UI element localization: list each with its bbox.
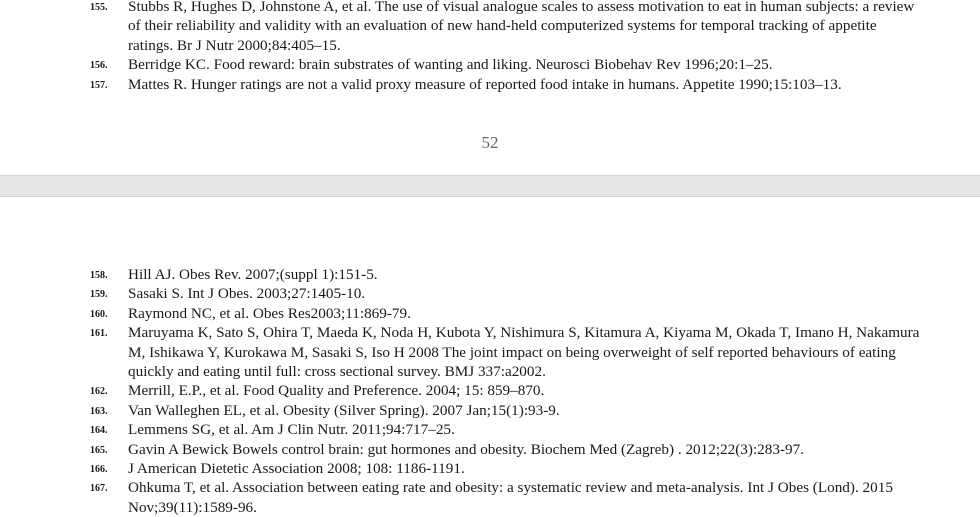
reference-text: Hill AJ. Obes Rev. 2007;(suppl 1):151-5.: [128, 266, 378, 283]
reference-item: [90, 440, 920, 459]
reference-text: J American Dietetic Association 2008; 108: 1186-1191.: [128, 460, 465, 478]
document-page-top: [0, 0, 980, 175]
reference-item: [90, 304, 920, 323]
reference-item: [90, 0, 920, 55]
reference-text: Ohkuma T, et al. Association between eating rate and obesity: a systematic review and meta-analysis. Int J Obes (Lond). 2015 Nov;39(11):1589-96.: [128, 479, 893, 516]
page-number: 52: [481, 133, 499, 152]
reference-item: [90, 459, 920, 478]
reference-number: 162.: [90, 386, 108, 398]
reference-number: 155.: [90, 2, 108, 13]
reference-item: [90, 75, 920, 94]
reference-text: Berridge KC. Food reward: brain substrates of wanting and liking. Neurosci Biobehav Rev 1996;20:1–25.: [128, 56, 773, 74]
reference-number: 157.: [90, 79, 108, 91]
document-page-bottom: [0, 197, 980, 516]
reference-text: Van Walleghen EL, et al. Obesity (Silver Spring). 2007 Jan;15(1):93-9.: [128, 401, 560, 419]
reference-item: [90, 420, 920, 439]
reference-number: 166.: [90, 464, 108, 476]
reference-text: Sasaki S. Int J Obes. 2003;27:1405-10.: [128, 285, 366, 303]
reference-text: Maruyama K, Sato S, Ohira T, Maeda K, Noda H, Kubota Y, Nishimura S, Kitamura A, Kiyama M, Okada T, Imano H, Nakamura M, Ishikawa Y, Kurokawa M, Sasaki S, Iso H 2008 The joint impact on being overweight of self reported behaviours of eating quickly and eating until full: cross sectional survey. BMJ 337:a2002.: [128, 324, 920, 381]
reference-item: [90, 323, 920, 381]
reference-item: [90, 381, 920, 400]
reference-text: Lemmens SG, et al. Am J Clin Nutr. 2011;94:717–25.: [128, 421, 455, 439]
reference-list: [90, 0, 920, 94]
reference-text: Stubbs R, Hughes D, Johnstone A, et al. The use of visual analogue scales to assess motivation to eat in human subjects: a review of their reliability and validity with an evaluation of new hand-held computerized systems for temporal tracking of appetite ratings. Br J Nutr 2000;84:405–15.: [128, 0, 915, 54]
reference-item: [90, 401, 920, 420]
page-separator: [0, 175, 980, 197]
reference-item: [90, 265, 920, 284]
reference-text: Raymond NC, et al. Obes Res2003;11:869-79.: [128, 304, 411, 322]
reference-item: [90, 478, 920, 517]
reference-number: 167.: [90, 483, 108, 495]
reference-number: 164.: [90, 425, 108, 437]
reference-text: Merrill, E.P., et al. Food Quality and Preference. 2004; 15: 859–870.: [128, 382, 545, 400]
reference-number: 163.: [90, 405, 108, 417]
reference-number: 159.: [90, 289, 108, 301]
reference-item: [90, 284, 920, 303]
reference-list: [90, 265, 920, 517]
reference-number: 161.: [90, 328, 108, 340]
reference-number: 165.: [90, 444, 108, 456]
reference-item: [90, 55, 920, 74]
reference-text: Gavin A Bewick Bowels control brain: gut hormones and obesity. Biochem Med (Zagreb) . 2012;22(3):283-97.: [128, 440, 804, 458]
reference-number: 160.: [90, 308, 108, 320]
reference-number: 156.: [90, 60, 108, 72]
reference-text: Mattes R. Hunger ratings are not a valid proxy measure of reported food intake in humans. Appetite 1990;15:103–13.: [128, 75, 842, 93]
reference-number: 158.: [90, 270, 108, 281]
